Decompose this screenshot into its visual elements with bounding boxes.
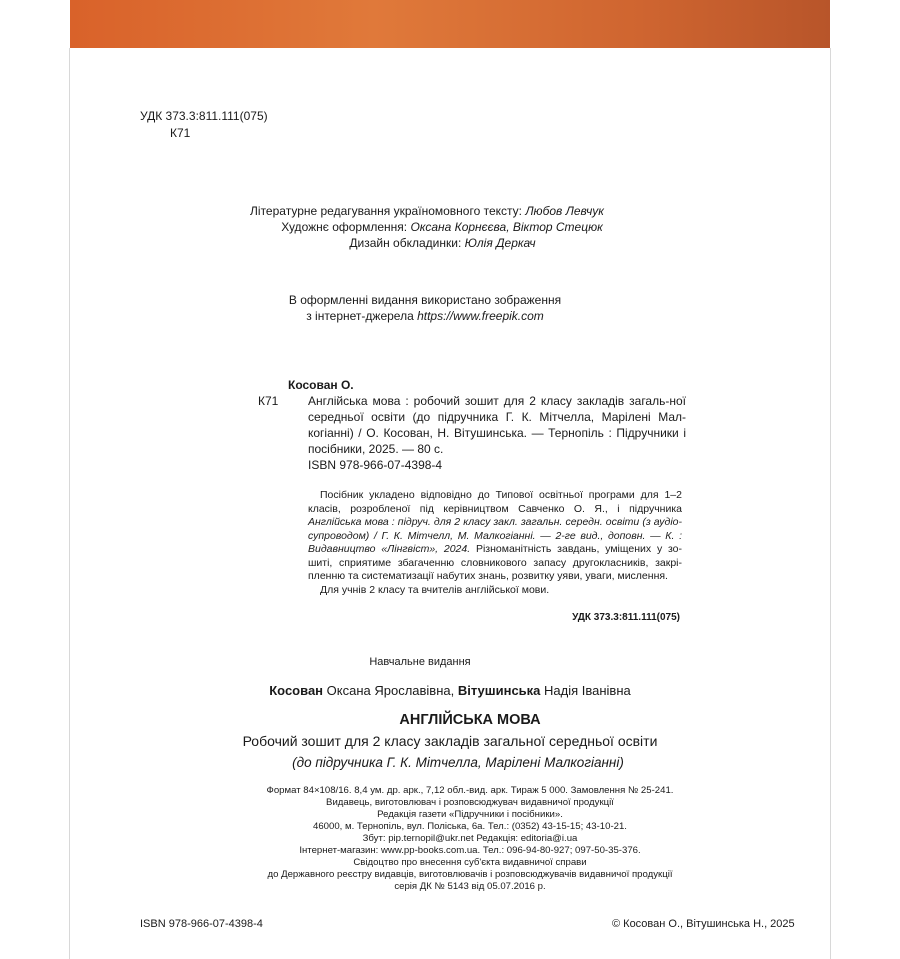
imprint-block xyxy=(250,785,690,893)
footer-isbn: ISBN 978-966-07-4398-4 xyxy=(140,918,263,930)
imprint-line: Інтернет-магазин: www.pp-books.com.ua. Тел.: 096-94-80-927; 097-50-35-376. xyxy=(299,845,641,856)
credit-line-editing: Літературне редагування україномовного тексту: Любов Левчук xyxy=(250,204,604,218)
udk-block xyxy=(140,108,268,142)
catalog-index: К71 xyxy=(170,126,191,140)
page-right-edge xyxy=(830,48,831,959)
book-title: АНГЛІЙСЬКА МОВА xyxy=(399,712,541,728)
authors-line: Косован Оксана Ярославівна, Вітушинська Надія Іванівна xyxy=(269,683,631,698)
imprint-line: Збут: pip.ternopil@ukr.net Редакція: editoria@i.ua xyxy=(362,833,578,844)
page-left-edge xyxy=(69,48,70,959)
imprint-line: до Державного реєстру видавців, виготовлювачів і розповсюджувачів видавничої продукції xyxy=(267,869,673,880)
imprint-line: Свідоцтво про внесення суб'єкта видавничої справи xyxy=(353,857,587,868)
annotation-udk: УДК 373.3:811.111(075) xyxy=(572,612,680,623)
cover-edge-band xyxy=(70,0,830,48)
credit-line-cover: Дизайн обкладинки: Юлія Деркач xyxy=(349,236,536,250)
credit-line-art: Художнє оформлення: Оксана Корнєєва, Віктор Стецюк xyxy=(281,220,603,234)
image-source-note: В оформленні видання використано зображення з інтернет-джерела https://www.freepik.com xyxy=(288,293,562,323)
imprint-line: Редакція газети «Підручники і посібники». xyxy=(377,809,563,820)
book-subtitle: Робочий зошит для 2 класу закладів загальної середньої освіти xyxy=(242,733,658,749)
book-subtitle-textbook: (до підручника Г. К. Мітчелла, Марілені Малкогіанні) xyxy=(292,755,624,770)
source-url: https://www.freepik.com xyxy=(417,309,544,323)
imprint-line: Формат 84×108/16. 8,4 ум. др. арк., 7,12 обл.-вид. арк. Тираж 5 000. Замовлення № 25-241. xyxy=(266,785,674,796)
imprint-line: 46000, м. Тернопіль, вул. Поліська, 6а. Тел.: (0352) 43-15-15; 43-10-21. xyxy=(313,821,627,832)
bib-code: К71 xyxy=(258,394,279,408)
imprint-line: Видавець, виготовлювач і розповсюджувач видавничої продукції xyxy=(326,797,614,808)
bib-isbn: ISBN 978-966-07-4398-4 xyxy=(308,458,443,472)
bibliographic-record xyxy=(258,377,686,473)
annotation: Посібник укладено відповідно до Типової освітньої програми для 1–2 класів, розробленої під керівництвом Савченко О. Я., і підручника Англійська мова : підруч. для 2 класу закл. загальн. середн. освіти (з аудіо-супроводом) / Г. К. Мітчелл, М. Малкогіанні. — 2-ге вид., доповн. — К. : Видавництво «Лінгвіст», 2024. Різноманітність завдань, уміщених у зо-шиті, сприятиме збагаченню словникового запасу другокласників, закрі-пленню та систематизації набутих знань, розвитку уяви, уваги, мислення. Для учнів 2 класу та вчителів англійської мови. xyxy=(308,489,682,596)
bib-description: Англійська мова : робочий зошит для 2 класу закладів загаль-ної середньої освіти (до підручника Г. К. Мітчелла, Марілені Мал-когіанні) / О. Косован, Н. Вітушинська. — Тернопіль : Підручники і посібники, 2025. — 80 с. xyxy=(308,394,686,456)
edition-type: Навчальне видання xyxy=(369,656,471,668)
copyright: © Косован О., Вітушинська Н., 2025 xyxy=(612,918,795,930)
udk-code: УДК 373.3:811.111(075) xyxy=(140,109,268,123)
imprint-line: серія ДК № 5143 від 05.07.2016 р. xyxy=(394,881,546,892)
credits-block xyxy=(0,203,900,251)
bib-author: Косован О. xyxy=(288,378,354,392)
